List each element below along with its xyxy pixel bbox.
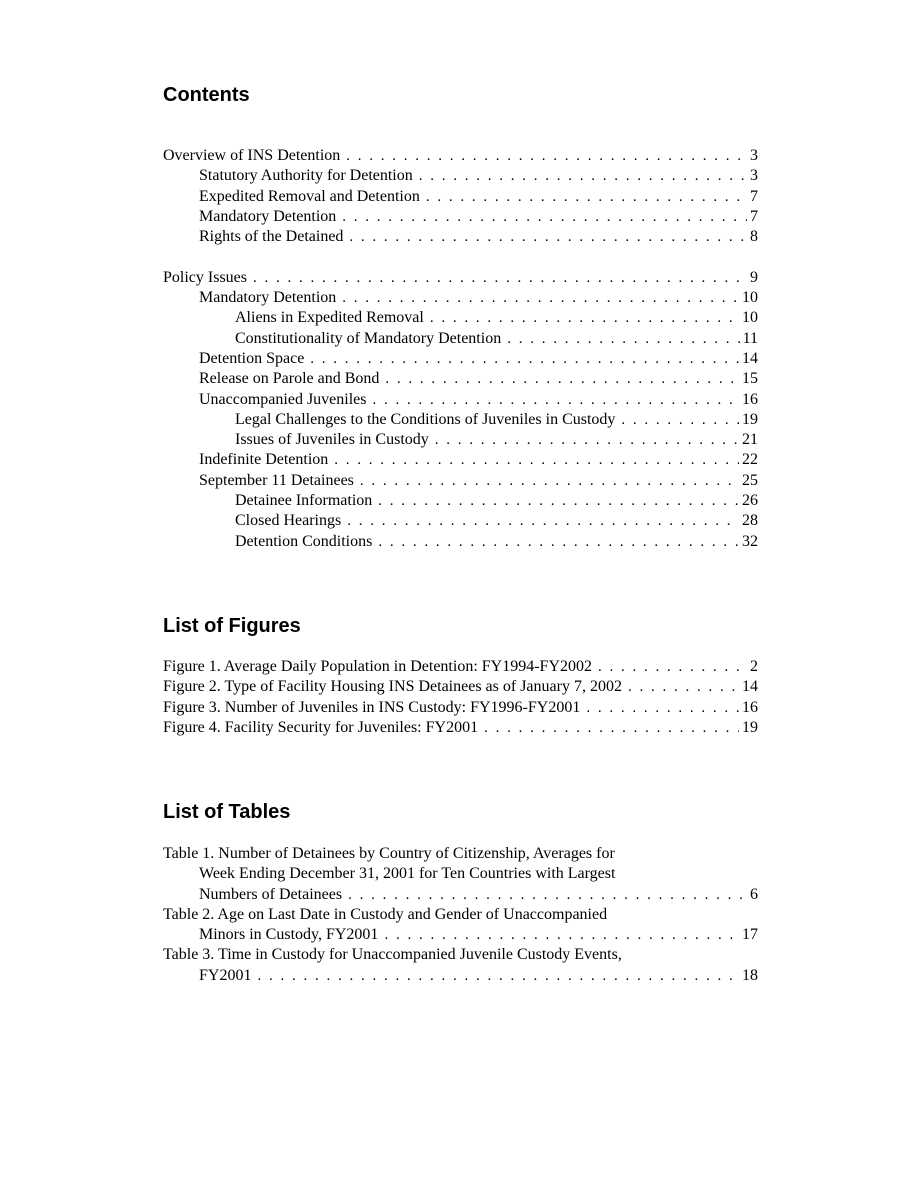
toc-entry[interactable] bbox=[163, 450, 758, 470]
toc-entry-page: 22 bbox=[742, 451, 758, 469]
contents-heading: Contents bbox=[163, 84, 250, 106]
toc-entry-page: 28 bbox=[742, 512, 758, 530]
toc-entry-title: Mandatory Detention bbox=[199, 207, 337, 225]
toc-entry-title: Constitutionality of Mandatory Detention bbox=[235, 329, 502, 347]
dot-leader bbox=[435, 430, 739, 450]
toc-entry[interactable] bbox=[163, 268, 758, 288]
figure-entry[interactable] bbox=[163, 677, 758, 697]
figure-entry-page: 2 bbox=[750, 658, 758, 675]
figure-entry-page: 16 bbox=[742, 698, 758, 716]
toc-entry-page: 11 bbox=[742, 329, 758, 347]
toc-entry-title: Release on Parole and Bond bbox=[199, 370, 380, 388]
toc-entry-title: Rights of the Detained bbox=[199, 228, 344, 246]
toc-entry-title: Expedited Removal and Detention bbox=[199, 187, 420, 205]
dot-leader bbox=[348, 885, 747, 905]
figure-entry-page: 19 bbox=[742, 718, 758, 736]
toc-entry-title: Policy Issues bbox=[163, 268, 247, 286]
toc-entry[interactable] bbox=[163, 329, 758, 349]
dot-leader bbox=[430, 308, 739, 328]
dot-leader bbox=[507, 329, 739, 349]
toc-entry[interactable] bbox=[163, 410, 758, 430]
toc-entry-page: 15 bbox=[742, 370, 758, 388]
toc-entry[interactable] bbox=[163, 430, 758, 450]
table-entry-title: Numbers of Detainees bbox=[199, 885, 343, 903]
toc-entry[interactable] bbox=[163, 491, 758, 511]
toc-entry[interactable] bbox=[163, 308, 758, 328]
table-entry-page: 17 bbox=[742, 926, 758, 944]
toc-entry[interactable] bbox=[163, 227, 758, 247]
table-entry[interactable] bbox=[163, 905, 758, 946]
table-entry[interactable] bbox=[163, 945, 758, 986]
figure-entry-title: Figure 4. Facility Security for Juveniles: FY2001 bbox=[163, 718, 479, 736]
toc-entry-page: 7 bbox=[750, 207, 758, 225]
toc-entry[interactable] bbox=[163, 146, 758, 166]
toc-entry-title: Legal Challenges to the Conditions of Juveniles in Custody bbox=[235, 410, 616, 428]
dot-leader bbox=[426, 187, 747, 207]
dot-leader bbox=[419, 166, 747, 186]
dot-leader bbox=[253, 268, 747, 288]
dot-leader bbox=[349, 227, 747, 247]
table-entry-line: Table 1. Number of Detainees by Country of Citizenship, Averages for bbox=[163, 845, 615, 862]
dot-leader bbox=[484, 718, 739, 738]
toc-entry-title: Aliens in Expedited Removal bbox=[235, 309, 424, 327]
dot-leader bbox=[346, 146, 747, 166]
tables-heading: List of Tables bbox=[163, 801, 291, 823]
toc-entry-page: 26 bbox=[742, 492, 758, 510]
dot-leader bbox=[378, 532, 739, 552]
dot-leader bbox=[373, 390, 740, 410]
dot-leader bbox=[384, 925, 739, 945]
toc-entry[interactable] bbox=[163, 187, 758, 207]
toc-entry-title: Issues of Juveniles in Custody bbox=[235, 431, 429, 449]
toc-entry[interactable] bbox=[163, 511, 758, 531]
dot-leader bbox=[257, 966, 739, 986]
contents-list bbox=[163, 146, 758, 552]
toc-entry-page: 10 bbox=[742, 289, 758, 307]
table-entry-line: Table 2. Age on Last Date in Custody and Gender of Unaccompanied bbox=[163, 905, 608, 923]
toc-entry[interactable] bbox=[163, 207, 758, 227]
table-entry-title: Minors in Custody, FY2001 bbox=[199, 926, 379, 944]
table-entry[interactable] bbox=[163, 844, 758, 905]
toc-entry-page: 9 bbox=[750, 268, 758, 286]
toc-entry[interactable] bbox=[163, 369, 758, 389]
table-entry-page: 6 bbox=[750, 885, 758, 903]
dot-leader bbox=[347, 511, 739, 531]
toc-entry-page: 21 bbox=[742, 431, 758, 449]
figure-entry-title: Figure 3. Number of Juveniles in INS Custody: FY1996-FY2001 bbox=[163, 698, 581, 716]
toc-entry-title: Mandatory Detention bbox=[199, 289, 337, 307]
dot-leader bbox=[378, 491, 739, 511]
toc-entry[interactable] bbox=[163, 532, 758, 552]
toc-entry-title: Statutory Authority for Detention bbox=[199, 167, 413, 185]
toc-entry-page: 25 bbox=[742, 471, 758, 489]
table-entry-line: Week Ending December 31, 2001 for Ten Countries with Largest bbox=[199, 865, 616, 883]
dot-leader bbox=[342, 207, 747, 227]
dot-leader bbox=[334, 450, 739, 470]
figure-entry-page: 14 bbox=[742, 678, 758, 696]
toc-entry-page: 3 bbox=[750, 167, 758, 185]
dot-leader bbox=[342, 288, 739, 308]
toc-entry-page: 19 bbox=[742, 410, 758, 428]
dot-leader bbox=[586, 698, 739, 718]
figure-entry-title: Figure 1. Average Daily Population in Detention: FY1994-FY2002 bbox=[163, 658, 592, 675]
toc-entry-title: Indefinite Detention bbox=[199, 451, 329, 469]
toc-entry-title: Unaccompanied Juveniles bbox=[199, 390, 367, 408]
toc-entry-title: Detention Space bbox=[199, 349, 305, 367]
toc-entry[interactable] bbox=[163, 166, 758, 186]
toc-entry[interactable] bbox=[163, 349, 758, 369]
figure-entry[interactable] bbox=[163, 718, 758, 738]
section-gap bbox=[163, 247, 758, 267]
toc-entry[interactable] bbox=[163, 471, 758, 491]
toc-entry-title: Detention Conditions bbox=[235, 532, 373, 550]
toc-entry-page: 32 bbox=[742, 532, 758, 550]
table-entry-line: Table 3. Time in Custody for Unaccompanied Juvenile Custody Events, bbox=[163, 946, 622, 964]
figures-heading: List of Figures bbox=[163, 615, 301, 637]
dot-leader bbox=[310, 349, 739, 369]
figure-entry-title: Figure 2. Type of Facility Housing INS Detainees as of January 7, 2002 bbox=[163, 678, 622, 696]
dot-leader bbox=[598, 657, 747, 677]
toc-entry-page: 7 bbox=[750, 187, 758, 205]
toc-entry-page: 14 bbox=[742, 349, 758, 367]
toc-entry-page: 3 bbox=[750, 147, 758, 164]
toc-entry-title: Overview of INS Detention bbox=[163, 147, 341, 164]
figure-entry[interactable] bbox=[163, 698, 758, 718]
dot-leader bbox=[385, 369, 739, 389]
toc-entry-title: Detainee Information bbox=[235, 492, 373, 510]
toc-entry-page: 10 bbox=[742, 309, 758, 327]
dot-leader bbox=[628, 677, 739, 697]
toc-entry-page: 16 bbox=[742, 390, 758, 408]
toc-entry-title: September 11 Detainees bbox=[199, 471, 354, 489]
figure-entry[interactable] bbox=[163, 657, 758, 677]
table-entry-page: 18 bbox=[742, 966, 758, 984]
toc-entry-title: Closed Hearings bbox=[235, 512, 342, 530]
toc-entry[interactable] bbox=[163, 288, 758, 308]
tables-list bbox=[163, 844, 758, 986]
table-entry-title: FY2001 bbox=[199, 966, 252, 984]
toc-entry[interactable] bbox=[163, 390, 758, 410]
dot-leader bbox=[360, 471, 739, 491]
toc-entry-page: 8 bbox=[750, 228, 758, 246]
figures-list bbox=[163, 657, 758, 738]
dot-leader bbox=[621, 410, 739, 430]
